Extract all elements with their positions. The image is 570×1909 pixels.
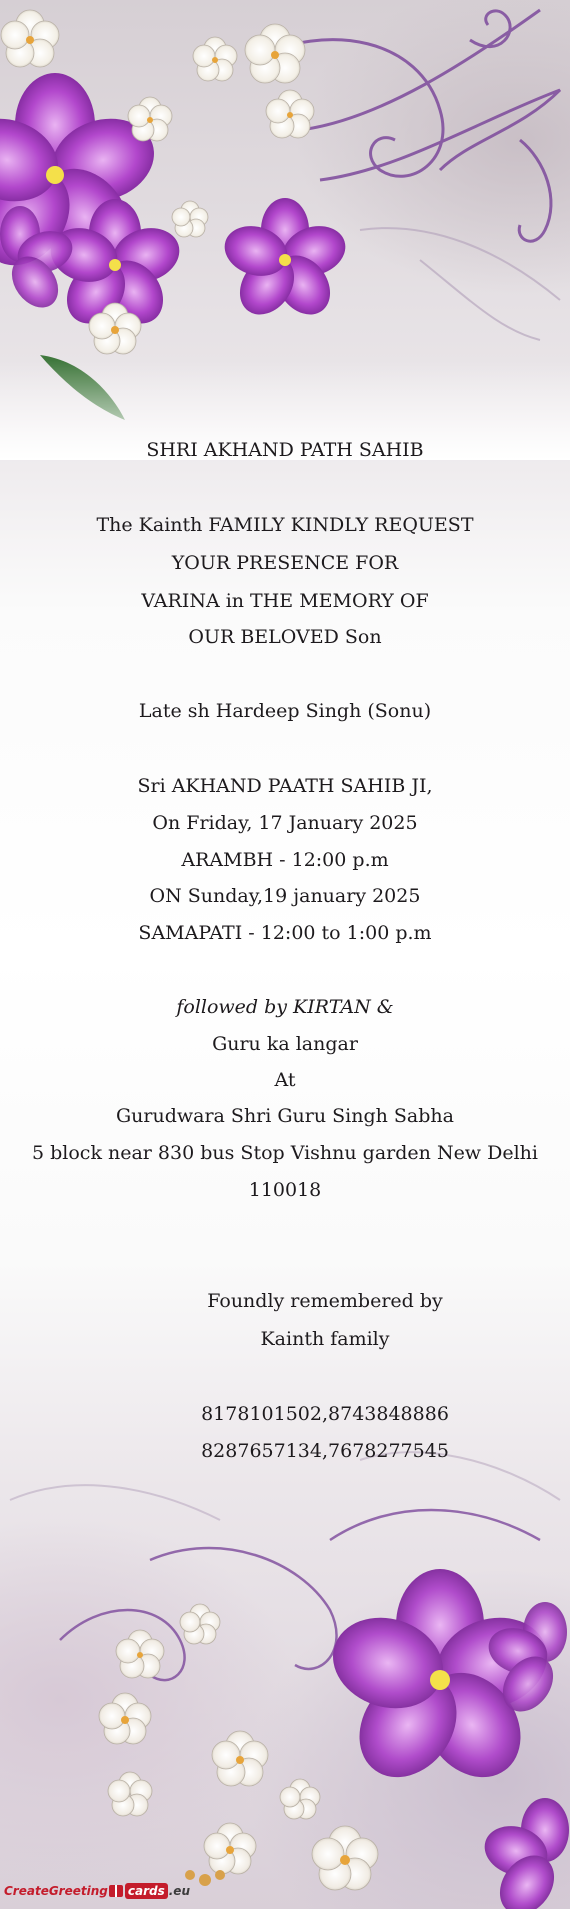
- text-line: 110018: [248, 1179, 322, 1201]
- text-line: OUR BELOVED Son: [188, 626, 382, 648]
- phone-numbers: 8287657134,7678277545: [201, 1440, 449, 1462]
- text-line: At: [274, 1069, 296, 1091]
- text-line: The Kainth FAMILY KINDLY REQUEST: [96, 514, 474, 536]
- text-line: 5 block near 830 bus Stop Vishnu garden New Delhi: [32, 1142, 538, 1164]
- text-line: followed by KIRTAN &: [176, 996, 394, 1018]
- text-line: Gurudwara Shri Guru Singh Sabha: [115, 1105, 454, 1127]
- text-line: Kainth family: [260, 1328, 390, 1350]
- text-line: Foundly remembered by: [207, 1290, 443, 1312]
- text-line: SAMAPATI - 12:00 to 1:00 p.m: [138, 922, 432, 944]
- text-line: ON Sunday,19 january 2025: [149, 885, 421, 907]
- text-line: ARAMBH - 12:00 p.m: [181, 849, 389, 871]
- gift-icon: [109, 1885, 123, 1897]
- watermark-logo: [4, 1880, 190, 1902]
- watermark-text: CreateGreeting: [4, 1884, 108, 1898]
- heading-line: SHRI AKHAND PATH SAHIB: [146, 439, 424, 461]
- watermark-text: .eu: [168, 1884, 190, 1898]
- watermark-text: cards: [125, 1883, 168, 1899]
- text-line: Sri AKHAND PAATH SAHIB JI,: [137, 775, 433, 797]
- text-line: YOUR PRESENCE FOR: [171, 552, 399, 574]
- text-line: Guru ka langar: [212, 1033, 358, 1055]
- phone-numbers: 8178101502,8743848886: [201, 1403, 449, 1425]
- text-line: Late sh Hardeep Singh (Sonu): [138, 700, 432, 722]
- text-line: VARINA in THE MEMORY OF: [141, 590, 429, 612]
- text-line: On Friday, 17 January 2025: [152, 812, 418, 834]
